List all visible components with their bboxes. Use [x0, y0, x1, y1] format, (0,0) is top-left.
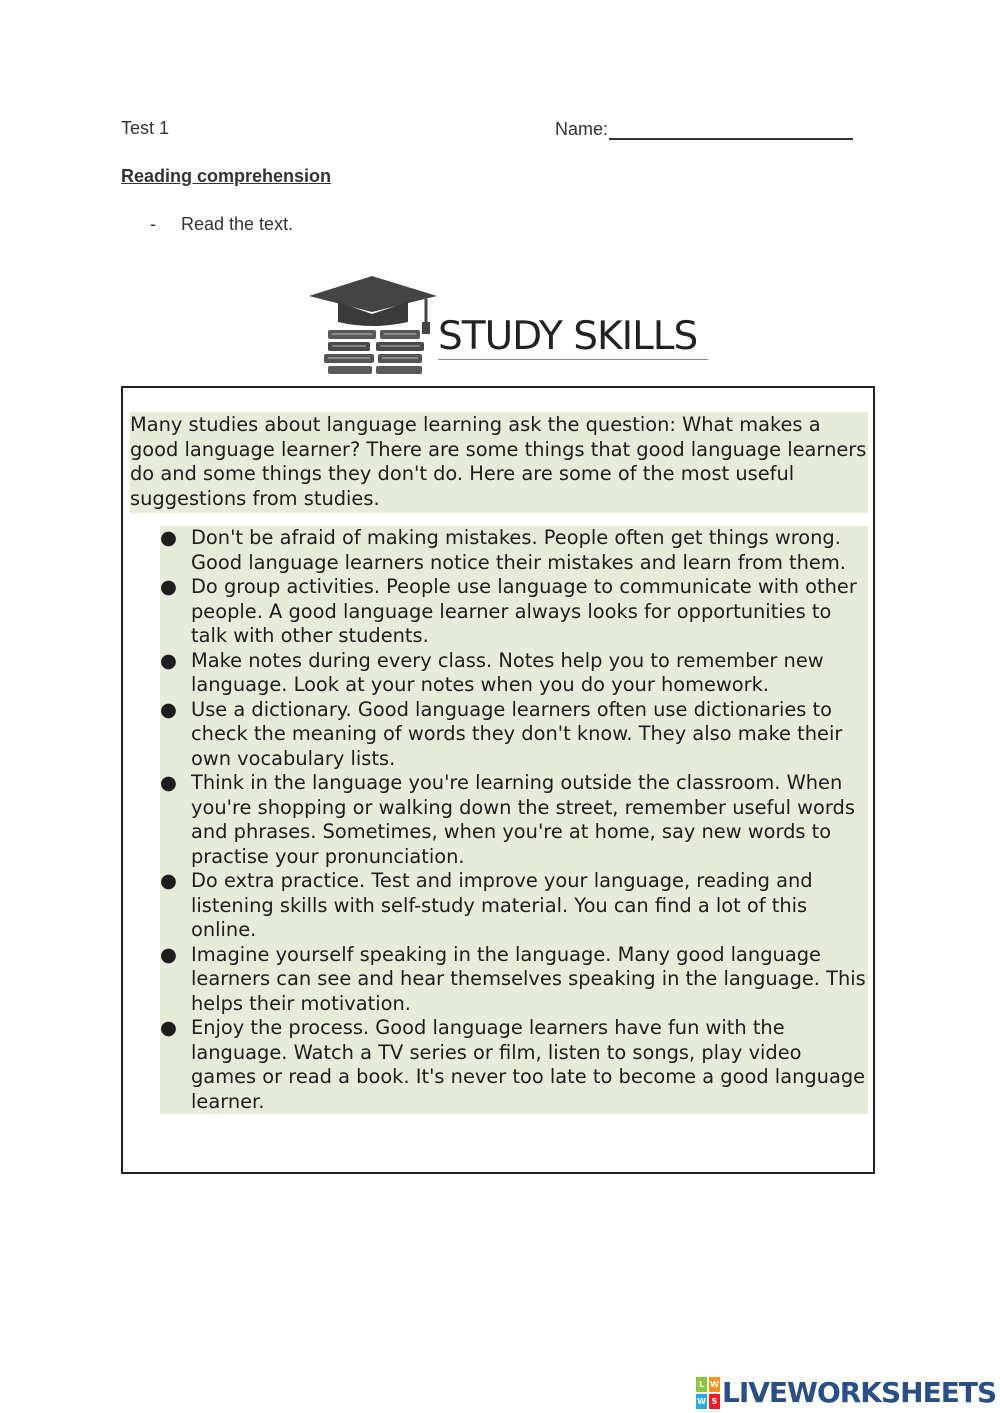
list-item	[160, 526, 868, 575]
brand-icon-square: S	[709, 1394, 720, 1409]
bullet: ●	[160, 575, 177, 598]
bullet: ●	[160, 697, 177, 721]
list-item-text: Use a dictionary. Good language learners often use dictionaries to check the meaning of words they don't know. They also make their own vocabulary lists.	[191, 697, 843, 770]
list-item	[160, 1016, 868, 1114]
section-title: Reading comprehension	[121, 166, 332, 186]
list-item-text: Do group activities. People use language to communicate with other people. A good language learner always looks for opportunities to talk with other students.	[191, 575, 857, 647]
list-item-text: Enjoy the process. Good language learners have fun with the language. Watch a TV series or film, listen to songs, play video games or read a book. It's never too late to become a good language learner.	[191, 1016, 866, 1113]
list-item-text: Think in the language you're learning outside the classroom. When you're shopping or walking down the street, remember useful words and phrases. Sometimes, when you're at home, say new words to practise your pronunciation.	[191, 771, 855, 868]
instruction-marker: -	[150, 214, 156, 234]
brand-icon-square: W	[696, 1394, 707, 1409]
tips-list	[160, 526, 868, 1114]
list-item-text: Make notes during every class. Notes help you to remember new language. Look at your notes when you do your homework.	[191, 648, 824, 696]
list-item	[160, 869, 868, 943]
list-item	[160, 649, 868, 698]
name-field	[555, 118, 853, 140]
brand-icon-square: L	[696, 1377, 707, 1392]
intro-paragraph: Many studies about language learning ask the question: What makes a good language learner? There are some things that good language learners do and some things they don't do. Here are some of the most useful suggestions from studies.	[130, 412, 868, 513]
list-item	[160, 575, 868, 649]
bullet: ●	[160, 942, 177, 966]
brand-icon-square: W	[709, 1377, 720, 1392]
list-item	[160, 771, 868, 869]
reading-text-box	[121, 386, 875, 1174]
name-label: Name:	[555, 119, 609, 139]
brand-text: LIVEWORKSHEETS	[722, 1376, 997, 1409]
liveworksheets-icon	[696, 1377, 720, 1409]
name-blank-line[interactable]	[609, 118, 853, 140]
logo-text: STUDY SKILLS	[438, 314, 698, 359]
study-skills-logo	[304, 272, 714, 378]
list-item	[160, 943, 868, 1017]
liveworksheets-logo[interactable]	[696, 1376, 996, 1409]
list-item	[160, 698, 868, 772]
bullet: ●	[160, 1016, 177, 1039]
logo-underline	[438, 359, 708, 360]
test-label: Test 1	[121, 118, 170, 138]
bullet: ●	[160, 869, 177, 892]
instruction	[150, 214, 293, 235]
bullet: ●	[160, 771, 177, 794]
bullet: ●	[160, 526, 177, 549]
instruction-text: Read the text.	[181, 214, 294, 234]
bullet: ●	[160, 648, 177, 672]
graduation-cap-books-icon	[304, 272, 439, 378]
list-item-text: Don't be afraid of making mistakes. People often get things wrong. Good language learners notice their mistakes and learn from them.	[191, 526, 846, 574]
list-item-text: Do extra practice. Test and improve your language, reading and listening skills with self-study material. You can find a lot of this online.	[191, 869, 813, 941]
list-item-text: Imagine yourself speaking in the language. Many good language learners can see and hear themselves speaking in the language. This helps their motivation.	[191, 942, 866, 1015]
